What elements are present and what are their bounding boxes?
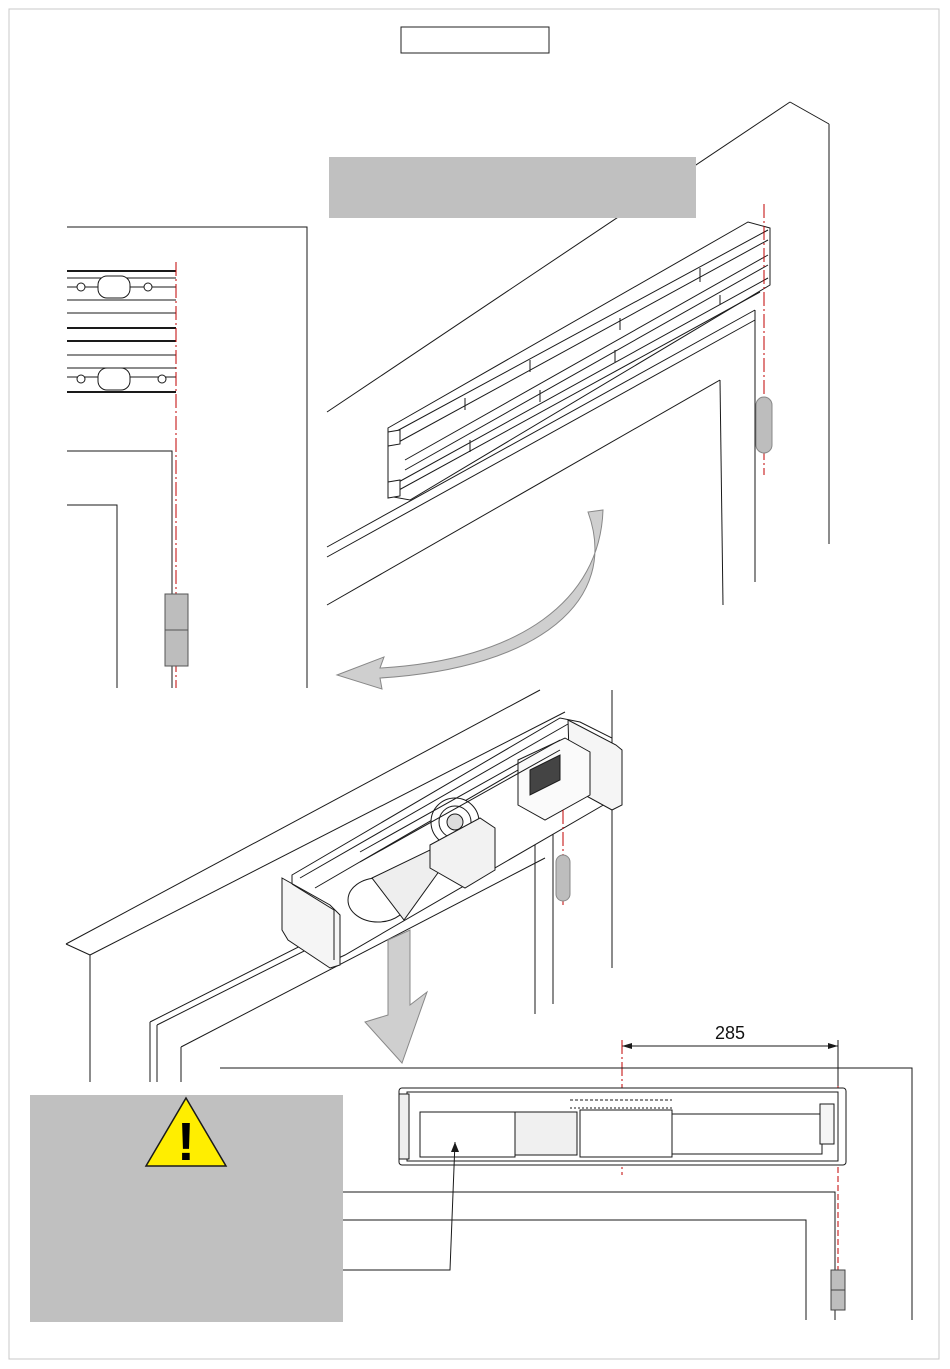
hinge-icon xyxy=(165,594,188,666)
instruction-banner xyxy=(329,157,696,218)
title-box xyxy=(401,27,549,53)
dimension-285 xyxy=(622,1023,838,1086)
warning-panel xyxy=(30,1095,343,1322)
warning-symbol: ! xyxy=(177,1112,195,1172)
hinge-icon xyxy=(556,855,570,901)
down-arrow-icon xyxy=(365,930,427,1063)
mounting-profile xyxy=(388,222,770,500)
hinge-icon xyxy=(756,397,772,453)
operator-plan-view xyxy=(399,1088,846,1165)
curved-arrow-icon xyxy=(337,510,603,689)
dimension-value: 285 xyxy=(714,1023,746,1043)
door-operator-unit xyxy=(282,718,622,968)
